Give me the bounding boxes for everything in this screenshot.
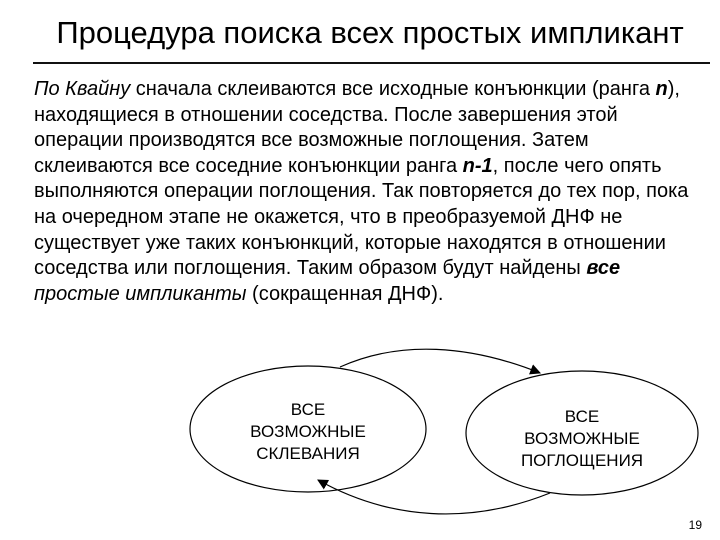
top-arrow <box>340 349 540 373</box>
paragraph-text-1: сначала склеиваются все исходные конъюнкции (ранга <box>130 78 656 100</box>
absorption-label-line3: ПОГЛОЩЕНИЯ <box>520 451 644 470</box>
paragraph-text-2: ), находящиеся в отношении соседства. После завершения этой операции производятся все возможные поглощения. Затем склеиваются все соседние конъюнкции ранга <box>34 78 680 177</box>
gluing-label-line2: ВОЗМОЖНЫЕ <box>250 422 366 441</box>
rank-minus-one: n-1 <box>462 154 493 177</box>
rank-variable: n <box>655 78 668 100</box>
gluing-label <box>218 399 398 465</box>
gluing-label-line3: СКЛЕВАНИЯ <box>256 444 360 463</box>
absorption-label <box>492 406 672 472</box>
absorption-label-line2: ВОЗМОЖНЫЕ <box>524 429 640 448</box>
emphasis-all: все <box>586 257 621 280</box>
paragraph-text-3: , после чего опять выполняются операции поглощения. Так повторяется до тех пор, пока на очередном этапе не окажется, что в преобразуемой ДНФ не существует уже таких конъюнкций, которые находятся в отношении соседства или поглощения. Таким образом будут найдены <box>34 154 689 280</box>
emphasis-prime-implicants: простые импликанты <box>34 282 247 305</box>
gluing-label-line1: ВСЕ <box>290 400 326 419</box>
author-reference: По Квайну <box>34 78 131 100</box>
paragraph-text-4: (сокращенная ДНФ). <box>246 282 444 305</box>
page-number: 19 <box>688 518 702 532</box>
slide-title: Процедура поиска всех простых импликант <box>56 15 684 50</box>
absorption-label-line1: ВСЕ <box>564 407 600 426</box>
